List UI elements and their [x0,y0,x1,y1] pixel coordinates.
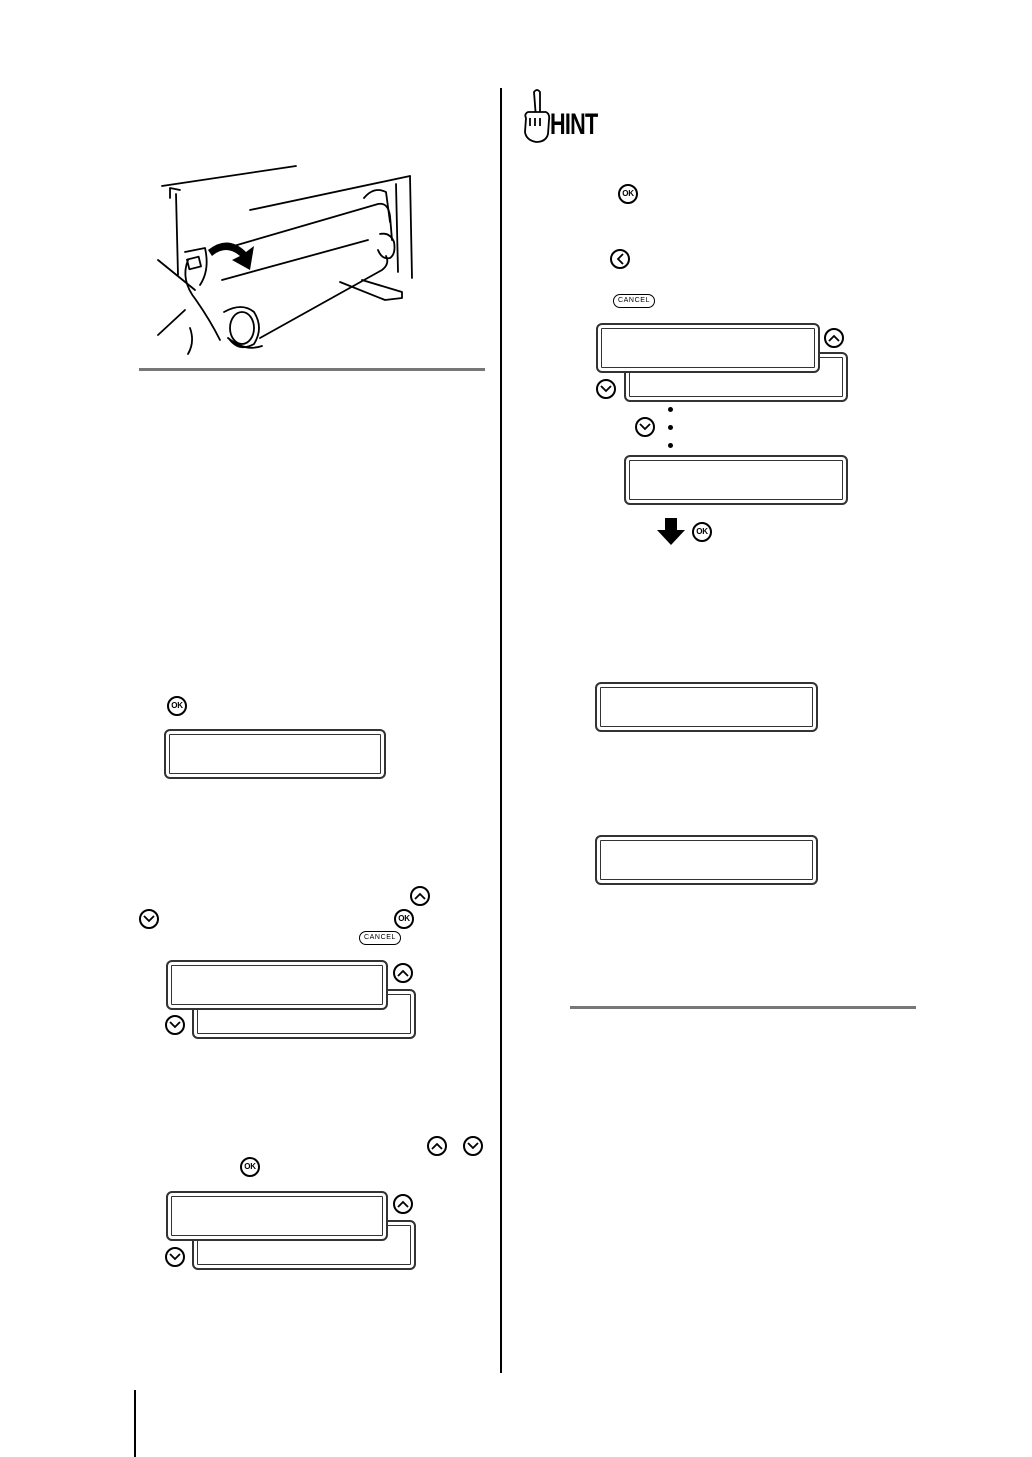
up-arrow-button[interactable] [824,328,844,348]
continuation-dot [668,443,673,448]
cancel-button[interactable]: CANCEL [359,931,401,945]
lcd-display-front [596,323,820,373]
media-loading-illustration [150,160,420,355]
ok-button[interactable] [167,696,187,716]
ok-button-label: OK [696,527,708,536]
lcd-display-front [166,960,388,1010]
ok-button[interactable] [692,522,712,542]
ok-button[interactable] [618,184,638,204]
down-arrow-button[interactable] [635,417,655,437]
hint-badge [520,88,600,144]
left-arrow-button[interactable] [610,249,630,269]
ok-button[interactable] [240,1157,260,1177]
section-rule-left [139,368,485,371]
section-rule-right [570,1006,916,1009]
ok-button-label: OK [622,189,634,198]
pointing-finger-icon [520,88,552,144]
down-arrow-icon [656,518,686,546]
lcd-display [624,455,848,505]
lcd-display [595,682,818,732]
up-arrow-button[interactable] [410,886,430,906]
down-arrow-button[interactable] [596,379,616,399]
down-arrow-button[interactable] [139,909,159,929]
up-arrow-button[interactable] [427,1136,447,1156]
down-arrow-button[interactable] [165,1247,185,1267]
cancel-button[interactable]: CANCEL [613,294,655,308]
lcd-display-front [166,1191,388,1241]
down-arrow-button[interactable] [463,1136,483,1156]
continuation-dot [668,425,673,430]
continuation-dot [668,407,673,412]
ok-button-label: OK [171,701,183,710]
lcd-display [164,729,386,779]
page-edge-rule [134,1390,136,1457]
column-divider [500,88,502,1373]
ok-button-label: OK [244,1162,256,1171]
up-arrow-button[interactable] [393,1194,413,1214]
ok-button[interactable] [394,909,414,929]
lcd-display [595,835,818,885]
hint-label: HINT [550,108,598,141]
ok-button-label: OK [398,914,410,923]
up-arrow-button[interactable] [393,963,413,983]
down-arrow-button[interactable] [165,1015,185,1035]
